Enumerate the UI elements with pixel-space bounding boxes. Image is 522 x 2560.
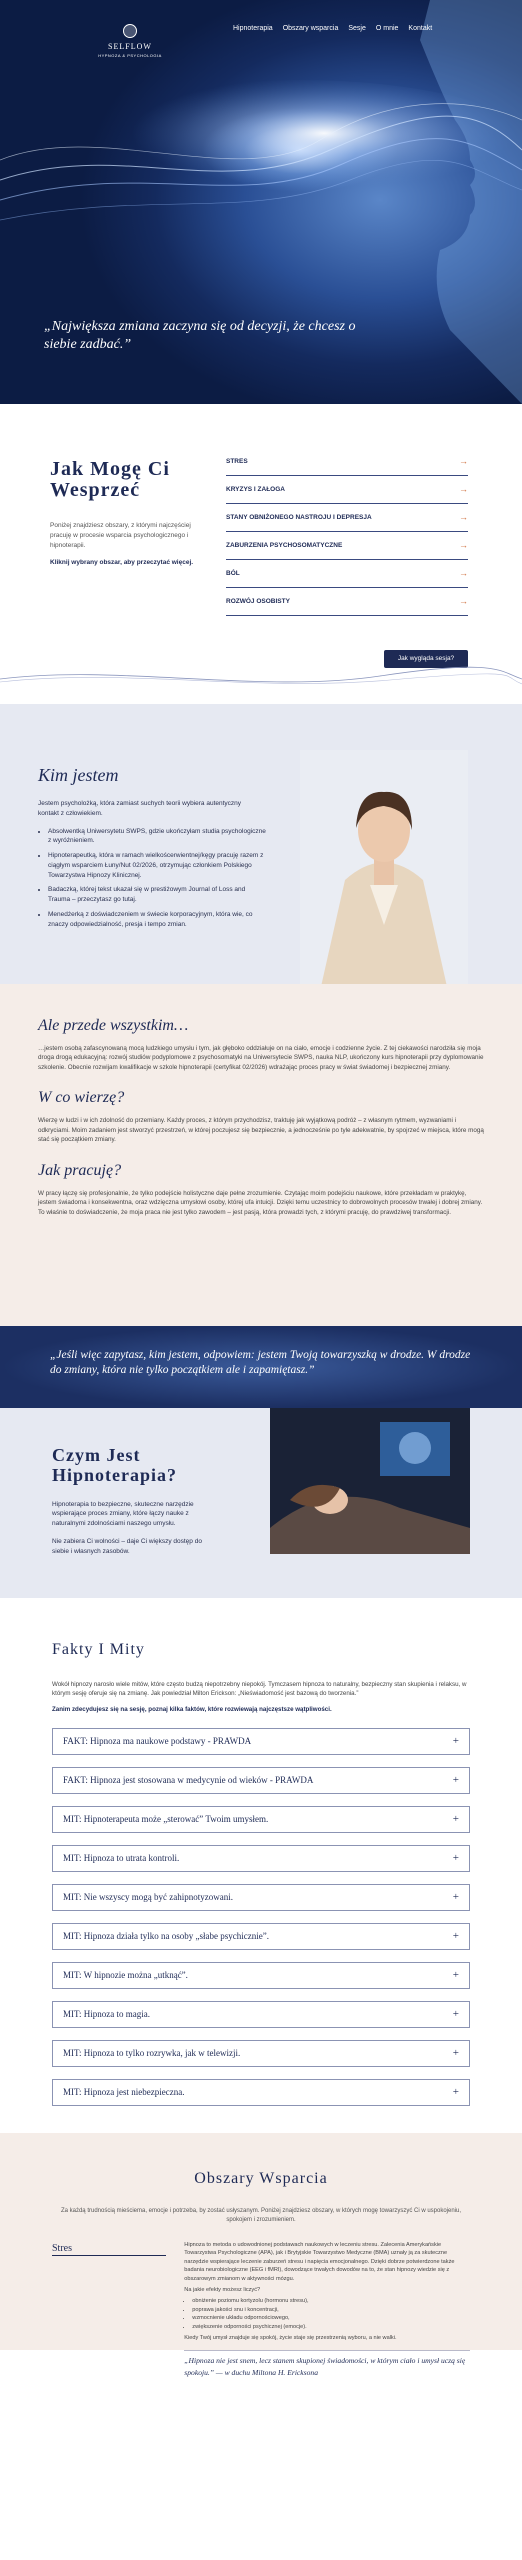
about-list xyxy=(48,827,268,930)
help-item-label: ZABURZENIA PSYCHOSOMATYCZNE xyxy=(226,541,343,549)
plus-icon: + xyxy=(452,1930,459,1943)
faq-item[interactable] xyxy=(52,1884,470,1911)
arrow-right-icon: → xyxy=(459,455,468,466)
area-helps-title: Na jakie efekty możesz liczyć? xyxy=(184,2286,261,2293)
arrow-right-icon: → xyxy=(459,567,468,578)
faq-item[interactable] xyxy=(52,1845,470,1872)
faq-question: MIT: Nie wszyscy mogą być zahipnotyzowani. xyxy=(63,1891,234,1902)
wave-divider xyxy=(0,664,522,694)
session-button[interactable]: Jak wygląda sesja? xyxy=(384,650,468,668)
arrow-right-icon: → xyxy=(459,595,468,606)
help-item-rozwoj[interactable] xyxy=(226,588,468,616)
faq-list xyxy=(52,1728,470,2106)
philosophy-section xyxy=(0,984,522,1326)
plus-icon: + xyxy=(452,2086,459,2099)
hypnotherapy-section xyxy=(0,1408,522,1598)
faq-question: MIT: Hipnoza to tylko rozrywka, jak w telewizji. xyxy=(63,2047,241,2058)
nav-item-o-mnie[interactable]: O mnie xyxy=(375,25,399,32)
faq-item[interactable] xyxy=(52,1962,470,1989)
main-nav xyxy=(233,24,432,35)
plus-icon: + xyxy=(452,1774,459,1787)
area-row xyxy=(52,2241,470,2378)
faq-question: FAKT: Hipnoza jest stosowana w medycynie od wieków - PRAWDA xyxy=(63,1774,314,1785)
nav-item-kontakt[interactable]: Kontakt xyxy=(408,25,433,32)
faq-item[interactable] xyxy=(52,2079,470,2106)
area-description: Hipnoza to metoda o udowodnionej podstawach naukowych w leczeniu stresu. Zalecenia Amerykańskie Towarzystwa Psychologiczne (APA), jak i Brytyjskie Towarzystwo Medyczne (BMA) uznały ją za skuteczne narzędzie wspierające leczenie zaburzeń stresu i napięcia emocjonalnego. Dzięki dobrze potwierdzone także badania neurobiologiczne (EEG i fMRI), dowodzące trwałych dowodów na to, że stan hipnozy wiedzie się z obszarowym zmianom w aktywności mózgu. xyxy=(184,2242,455,2282)
plus-icon: + xyxy=(452,1852,459,1865)
about-title: Kim jestem xyxy=(38,765,119,785)
help-intro-text: Poniżej znajdziesz obszary, z którymi najczęściej pracuję w procesie wsparcia psychologicznego i hipnoterapii. xyxy=(50,522,191,549)
help-cta-text: Kliknij wybrany obszar, aby przeczytać więcej. xyxy=(50,559,194,567)
nav-item-obszary[interactable]: Obszary wsparcia xyxy=(282,25,339,32)
help-item-label: BÓL xyxy=(226,569,240,577)
band-quote: „Jeśli więc zapytasz, kim jestem, odpowiem: jestem Twoją towarzyszką w drodze. W drodze do zmiany, która nie tylko początkiem ale i zapamiętasz.” xyxy=(50,1349,471,1376)
quote-band xyxy=(0,1326,522,1408)
method-text: W pracy łączę się profesjonalnie, że tylko podejście holistyczne daje pełne zrozumienie. Czytając moim podejściu naukowe, które przekładam w praktykę, jestem świadoma i konsekwentna, oraz wdzięczna umysłowi osoby, której ufa intuicji. Dzięki temu uczestnicy to dobrowolnych procesów trwałej i dobrej zmiany. To właśnie to doświadczenie, że moja praca nie jest tylko zawodem – jest pasją, która prowadzi tych, z którymi pracuję, do prawdziwej transformacji. xyxy=(38,1189,483,1216)
hypnotherapy-title: Czym Jest Hipnoterapia? xyxy=(52,1445,178,1485)
hero xyxy=(0,0,522,404)
facts-lead: Zanim zdecydujesz się na sesję, poznaj kilka faktów, które rozwiewają najczęstsze wątpliwości. xyxy=(52,1705,332,1713)
plus-icon: + xyxy=(452,1891,459,1904)
about-intro: Jestem psycholożką, która zamiast suchych teorii wybiera autentyczny kontakt z człowiekiem. xyxy=(38,800,242,817)
help-item-label: KRYZYS I ZAŁOGA xyxy=(226,485,285,493)
nav-item-sesje[interactable]: Sesje xyxy=(348,25,366,32)
areas-lead: Za każdą trudnością mieściema, emocje i potrzeba, by zostać usłyszanym. Poniżej znajdziesz obszary, w których mogę towarzyszyć Ci w uspokojeniu, spokojem i zrozumieniem. xyxy=(60,2208,462,2223)
faq-question: MIT: Hipnoterapeuta może „sterować” Twoim umysłem. xyxy=(63,1813,269,1824)
arrow-right-icon: → xyxy=(459,539,468,550)
hypnotherapy-text-2: Nie zabiera Ci wolności – daje Ci większy dostęp do siebie i własnych zasobów. xyxy=(52,1537,202,1555)
area-help-item: • zwiększenie odporności psychicznej (emocje). xyxy=(192,2323,470,2331)
plus-icon: + xyxy=(452,2008,459,2021)
faq-item[interactable] xyxy=(52,1767,470,1794)
help-item-label: ROZWÓJ OSOBISTY xyxy=(226,597,290,605)
faq-question: MIT: Hipnoza to utrata kontroli. xyxy=(63,1852,180,1863)
faq-item[interactable] xyxy=(52,2001,470,2028)
faq-item[interactable] xyxy=(52,1806,470,1833)
help-title: Jak Mogę Ci Wesprzeć xyxy=(50,458,170,501)
help-item-label: STANY OBNIŻONEGO NASTROJU I DEPRESJA xyxy=(226,513,372,521)
facts-section xyxy=(0,1598,522,2133)
portrait-photo xyxy=(300,750,468,1000)
area-quote: „Hipnoza nie jest snem, lecz stanem skupionej świadomości, w którym ciało i umysł uczą się spokoju.” — w duchu Miltona H. Ericksona xyxy=(184,2350,470,2378)
plus-icon: + xyxy=(452,1969,459,1982)
help-item-label: STRES xyxy=(226,457,248,465)
logo-tagline: HYPNOZA & PSYCHOLOGIA xyxy=(98,53,162,58)
about-section xyxy=(0,704,522,984)
help-intro xyxy=(50,521,200,568)
area-tail: Kiedy Twój umysł znajduje się spokój, życie staje się przestrzenią wyboru, a nie walki. xyxy=(184,2334,397,2341)
faq-question: MIT: W hipnozie można „utknąć”. xyxy=(63,1969,188,1980)
help-section xyxy=(0,404,522,704)
about-list-item: • Menedżerką z doświadczeniem w świecie korporacyjnym, która wie, co znaczy odpowiedzialność, presja i tempo zmian. xyxy=(48,910,268,930)
help-item-psychosomatyczne[interactable] xyxy=(226,532,468,560)
faq-item[interactable] xyxy=(52,2040,470,2067)
faq-question: MIT: Hipnoza to magia. xyxy=(63,2008,151,2019)
areas-title: Obszary Wsparcia xyxy=(194,2170,328,2187)
method-title: Jak pracuję? xyxy=(38,1161,122,1179)
area-help-item: • poprawa jakości snu i koncentracji, xyxy=(192,2306,470,2314)
faq-item[interactable] xyxy=(52,1923,470,1950)
facts-intro: Wokół hipnozy narosło wiele mitów, które często budzą niepotrzebny niepokój. Tymczasem hipnoza to naturalny, bezpieczny stan skupienia i relaksu, w którym sesję oferuje się na zmianę. Jak powiedział Milton Erickson: „Nieświadomość jest bazową do tworzenia.” xyxy=(52,1681,467,1698)
portrait-illustration xyxy=(300,750,468,1000)
philosophy-text: …jestem osobą zafascynowaną mocą ludzkiego umysłu i tym, jak głęboko oddziałuje on na ciało, emocje i codzienne życie. Z tej ciekawości narodziła się moja droga drogą edukacyjną: rozwój studiów podyplomowe z psychosomatyki na Uniwersytecie SWPS, nauka NLP, ukończony kurs hipnoterapii przy dyplomowanie szkolenie. Obecnie rozwijam kwalifikacje w szkole hipnoterapii (certyfikat 02/2026) wdrażając proces pracy w świat świadomej i bezpiecznej zmiany. xyxy=(38,1045,484,1071)
logo-name: SELFLOW xyxy=(108,42,152,51)
session-photo xyxy=(270,1408,470,1554)
area-label[interactable]: Stres xyxy=(52,2241,166,2256)
arrow-right-icon: → xyxy=(459,483,468,494)
logo[interactable] xyxy=(95,24,165,59)
faq-question: MIT: Hipnoza działa tylko na osoby „słabe psychicznie”. xyxy=(63,1930,269,1941)
area-content xyxy=(184,2241,470,2378)
facts-title: Fakty I Mity xyxy=(52,1641,145,1658)
beliefs-text: Wierzę w ludzi i w ich zdolność do przemiany. Każdy proces, z którym przychodzisz, traktuję jak wyjątkową podróż – z własnym rytmem, wyzwaniami i odkryciami. Moim zadaniem jest stworzyć przestrzeń, w której poczujesz się bezpiecznie, a jednocześnie po tyle adekwatnie, by spojrzeć w miejsca, które mogą stać się początkiem zmiany. xyxy=(38,1117,484,1144)
faq-item[interactable] xyxy=(52,1728,470,1755)
about-list-item: • Absolwentką Uniwersytetu SWPS, gdzie ukończyłam studia psychologiczne z wyróżnieniem. xyxy=(48,827,268,847)
faq-question: MIT: Hipnoza jest niebezpieczna. xyxy=(63,2086,185,2097)
beliefs-title: W co wierzę? xyxy=(38,1089,125,1107)
hero-quote: „Największa zmiana zaczyna się od decyzji, że chcesz o siebie zadbać.” xyxy=(44,319,356,352)
help-item-stres[interactable] xyxy=(226,448,468,476)
about-list-item: • Hipnoterapeutką, która w ramach wielkoścerwientnej/kęgy pracuję razem z ciągłym wsparciem Łuny/Nut 02/2026, otrzymując członkiem Polskiego Towarzystwa Hipnozy Klinicznej. xyxy=(48,851,268,880)
logo-mark-icon xyxy=(123,24,137,38)
plus-icon: + xyxy=(452,1735,459,1748)
hypnotherapy-text: Hipnoterapia to bezpieczne, skuteczne narzędzie wspierające proces zmiany, które łączy nauke z naturalnymi zdolnościami naszego umysłu. xyxy=(52,1500,194,1528)
plus-icon: + xyxy=(452,2047,459,2060)
nav-item-hipnoterapia[interactable]: Hipnoterapia xyxy=(233,25,273,32)
areas-section xyxy=(0,2133,522,2377)
session-illustration xyxy=(270,1408,470,1554)
area-helps-list xyxy=(192,2297,470,2331)
area-help-item: • obniżenie poziomu kortyzolu (hormonu stresu), xyxy=(192,2297,470,2305)
about-list-item: • Badaczką, której tekst ukazał się w prestiżowym Journal of Loss and Trauma – przeczytasz go tutaj. xyxy=(48,885,268,905)
plus-icon: + xyxy=(452,1813,459,1826)
arrow-right-icon: → xyxy=(459,511,468,522)
area-help-item: • wzmocnienie układu odpornościowego, xyxy=(192,2314,470,2322)
philosophy-title: Ale przede wszystkim… xyxy=(38,1017,189,1034)
faq-question: FAKT: Hipnoza ma naukowe podstawy - PRAWDA xyxy=(63,1735,252,1746)
help-item-depresja[interactable] xyxy=(226,504,468,532)
help-list xyxy=(226,448,468,616)
help-item-kryzys[interactable] xyxy=(226,476,468,504)
help-item-bol[interactable] xyxy=(226,560,468,588)
